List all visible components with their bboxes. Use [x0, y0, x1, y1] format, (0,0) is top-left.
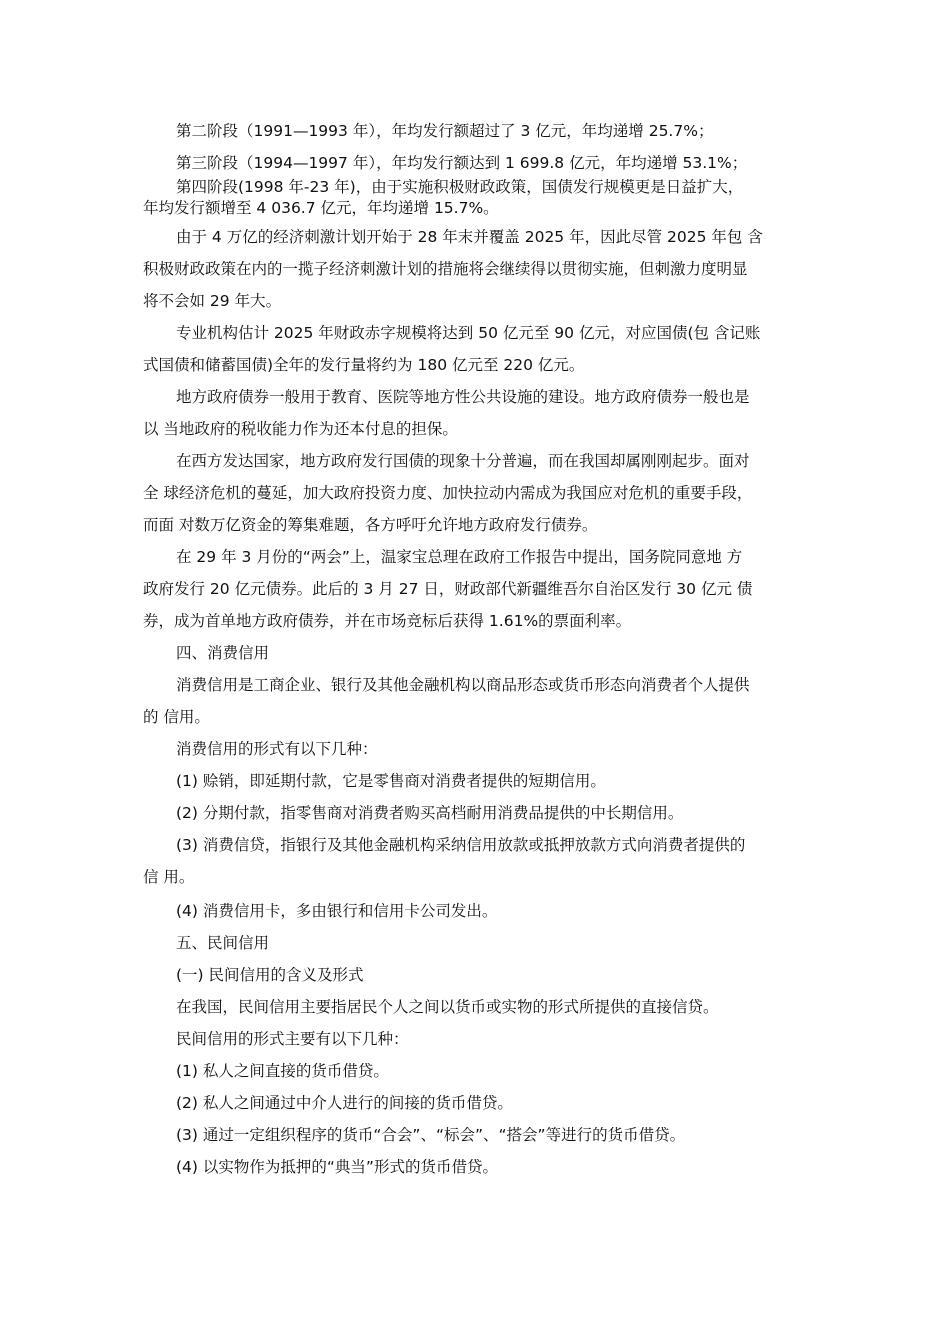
text-line: 全 球经济危机的蔓延，加大政府投资力度、加快拉动内需成为我国应对危机的重要手段，: [143, 484, 753, 502]
text-line: 信 用。: [143, 868, 195, 886]
text-line: 在 29 年 3 月份的“两会”上，温家宝总理在政府工作报告中提出，国务院同意地 方: [176, 548, 743, 566]
list-item: (4) 消费信用卡，多由银行和信用卡公司发出。: [176, 902, 498, 920]
list-item: (1) 赊销，即延期付款，它是零售商对消费者提供的短期信用。: [176, 772, 606, 790]
text-line: 专业机构估计 2025 年财政赤字规模将达到 50 亿元至 90 亿元，对应国债(包 含记账: [176, 324, 761, 342]
list-item: (3) 通过一定组织程序的货币“合会”、“标会”、“搭会”等进行的货币借贷。: [176, 1126, 686, 1144]
text-line: 式国债和储蓄国债)全年的发行量将约为 180 亿元至 220 亿元。: [143, 356, 585, 374]
text-line: 民间信用的形式主要有以下几种：: [176, 1030, 409, 1048]
subsection-heading: (一) 民间信用的含义及形式: [176, 966, 364, 984]
text-line: 由于 4 万亿的经济刺激计划开始于 28 年末并覆盖 2025 年，因此尽管 2025 年包 含: [176, 228, 763, 246]
text-line: 在我国，民间信用主要指居民个人之间以货币或实物的形式所提供的直接信贷。: [176, 998, 719, 1016]
text-line: 第三阶段（1994—1997 年），年均发行额达到 1 699.8 亿元，年均递增 53.1%；: [176, 154, 748, 172]
text-line: 消费信用的形式有以下几种：: [176, 740, 378, 758]
text-line: 以 当地政府的税收能力作为还本付息的担保。: [143, 420, 458, 438]
text-line: 券，成为首单地方政府债券，并在市场竞标后获得 1.61%的票面利率。: [143, 612, 632, 630]
list-item: (1) 私人之间直接的货币借贷。: [176, 1062, 389, 1080]
text-line: 消费信用是工商企业、银行及其他金融机构以商品形态或货币形态向消费者个人提供: [176, 676, 750, 694]
text-line: 在西方发达国家，地方政府发行国债的现象十分普遍，而在我国却属刚刚起步。面对: [176, 452, 750, 470]
text-line: 年均发行额增至 4 036.7 亿元，年均递增 15.7%。: [143, 199, 499, 217]
text-line: 积极财政政策在内的一揽子经济刺激计划的措施将会继续得以贯彻实施，但刺激力度明显: [143, 260, 748, 278]
section-heading: 五、民间信用: [176, 934, 270, 952]
text-line: 第四阶段(1998 年-23 年)，由于实施积极财政政策，国债发行规模更是日益扩大，: [176, 178, 744, 196]
text-line: 将不会如 29 年大。: [143, 292, 282, 310]
text-line: 地方政府债券一般用于教育、医院等地方性公共设施的建设。地方政府债券一般也是: [176, 388, 750, 406]
list-item: (3) 消费信贷，指银行及其他金融机构采纳信用放款或抵押放款方式向消费者提供的: [176, 836, 746, 854]
list-item: (4) 以实物作为抵押的“典当”形式的货币借贷。: [176, 1158, 498, 1176]
text-line: 第二阶段（1991—1993 年），年均发行额超过了 3 亿元，年均递增 25.7%；: [176, 122, 714, 140]
section-heading: 四、消费信用: [176, 644, 270, 662]
list-item: (2) 私人之间通过中介人进行的间接的货币借贷。: [176, 1094, 513, 1112]
list-item: (2) 分期付款，指零售商对消费者购买高档耐用消费品提供的中长期信用。: [176, 804, 684, 822]
text-line: 而面 对数万亿资金的筹集难题，各方呼吁允许地方政府发行债券。: [143, 516, 598, 534]
text-line: 政府发行 20 亿元债券。此后的 3 月 27 日，财政部代新疆维吾尔自治区发行 30 亿元 债: [143, 580, 753, 598]
text-line: 的 信用。: [143, 708, 210, 726]
